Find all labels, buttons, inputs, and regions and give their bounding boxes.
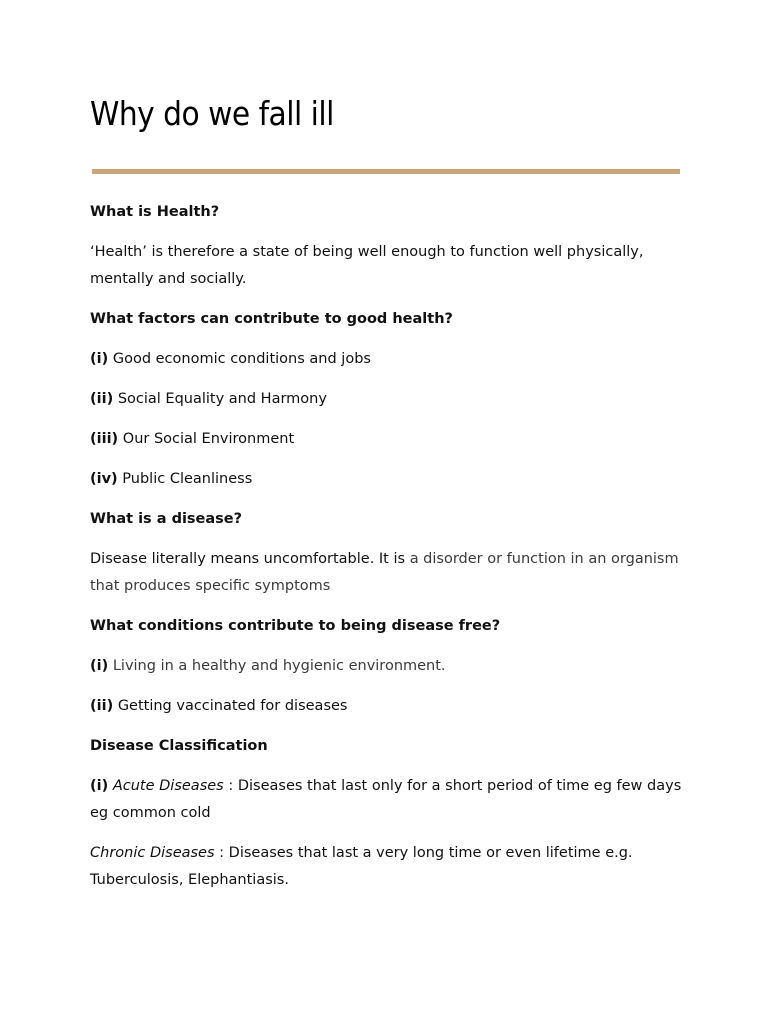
paragraph-disease-definition	[90, 546, 690, 600]
list-item	[90, 426, 690, 453]
heading-what-is-health: What is Health?	[90, 204, 220, 220]
list-item-text: Social Equality and Harmony	[117, 391, 327, 407]
list-item-number: (i)	[90, 778, 109, 794]
paragraph-chronic-diseases	[90, 840, 690, 894]
paragraph-acute-diseases	[90, 773, 690, 827]
disease-definition-lead: Disease literally means uncomfortable. It is	[90, 551, 410, 567]
title-divider	[92, 169, 680, 174]
acute-diseases-text: : Diseases that last only for a short period of time eg few days eg common cold	[90, 778, 682, 821]
list-item-text: Getting vaccinated for diseases	[117, 698, 348, 714]
heading-good-health-factors: What factors can contribute to good health?	[90, 311, 453, 327]
heading-disease-classification: Disease Classification	[90, 738, 268, 754]
list-item	[90, 653, 690, 680]
list-item-number: (i)	[90, 658, 109, 674]
list-item-text: Public Cleanliness	[122, 471, 253, 487]
paragraph-health-definition: ‘Health’ is therefore a state of being well enough to function well physically, mentally and socially.	[90, 244, 644, 287]
page-title: Why do we fall ill	[90, 94, 334, 133]
chronic-diseases-text: : Diseases that last a very long time or even lifetime e.g. Tuberculosis, Elephantiasis.	[90, 845, 633, 888]
document-body	[90, 199, 690, 907]
disease-definition-detail: a disorder or function in an organism that produces specific symptoms	[90, 551, 679, 594]
list-item-text: Our Social Environment	[122, 431, 295, 447]
list-item	[90, 386, 690, 413]
list-item-number: (i)	[90, 351, 109, 367]
heading-what-is-disease: What is a disease?	[90, 511, 243, 527]
list-item	[90, 346, 690, 373]
list-item-number: (ii)	[90, 391, 114, 407]
chronic-diseases-term: Chronic Diseases	[90, 845, 215, 861]
list-item-number: (iii)	[90, 431, 119, 447]
list-item-text: Living in a healthy and hygienic environment.	[112, 658, 446, 674]
list-item-number: (iv)	[90, 471, 118, 487]
list-item	[90, 466, 690, 493]
heading-disease-free-conditions: What conditions contribute to being disease free?	[90, 618, 501, 634]
list-item-number: (ii)	[90, 698, 114, 714]
acute-diseases-term: Acute Diseases	[112, 778, 224, 794]
list-item	[90, 693, 690, 720]
list-item-text: Good economic conditions and jobs	[112, 351, 371, 367]
